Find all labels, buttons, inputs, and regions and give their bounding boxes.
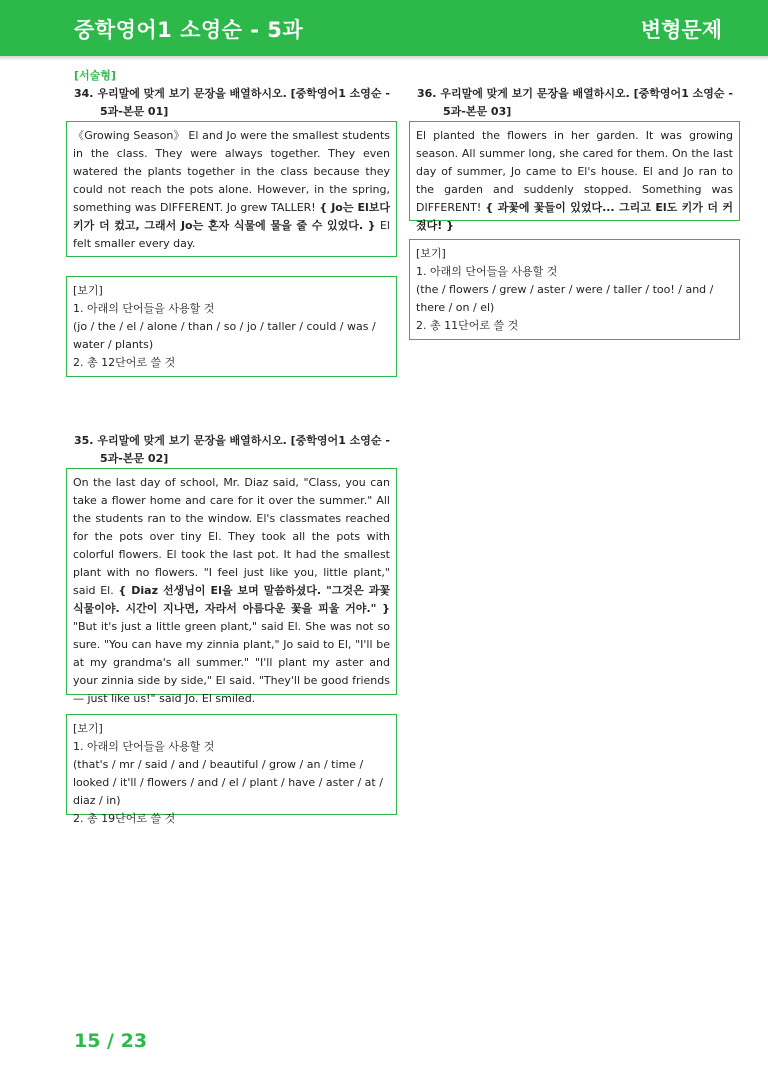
header-right-label: 변형문제 xyxy=(640,18,722,42)
hint-instruction: 1. 아래의 단어들을 사용할 것 xyxy=(416,265,558,278)
question-35-title xyxy=(74,432,396,468)
question-title-line: 34. 우리말에 맞게 보기 문장을 배열하시오. [중학영어1 소영순 - xyxy=(74,87,390,100)
question-36-passage xyxy=(409,121,740,232)
question-title-line: 35. 우리말에 맞게 보기 문장을 배열하시오. [중학영어1 소영순 - xyxy=(74,434,390,447)
question-34-hint-box xyxy=(66,276,397,377)
hint-word-count: 2. 총 19단어로 쓸 것 xyxy=(73,812,176,825)
header-shadow xyxy=(0,56,768,61)
hint-instruction: 1. 아래의 단어들을 사용할 것 xyxy=(73,302,215,315)
section-tag: [서술형] xyxy=(74,69,116,82)
header-title: 중학영어1 소영순 - 5과 xyxy=(74,18,304,42)
hint-instruction: 1. 아래의 단어들을 사용할 것 xyxy=(73,740,215,753)
passage-text: 《Growing Season》 El and Jo were the smallest students in the class. They were always together. They even watered the plants together in the class because they could not reach the pots alone. However, in the spring, something was DIFFERENT. Jo grew TALLER! xyxy=(73,129,390,214)
page-number: 15 / 23 xyxy=(74,1030,148,1052)
question-36-hint-box xyxy=(409,239,740,340)
hint-words: (jo / the / el / alone / than / so / jo / taller / could / was / water / plants) xyxy=(73,320,376,351)
question-title-line: 36. 우리말에 맞게 보기 문장을 배열하시오. [중학영어1 소영순 - xyxy=(417,87,733,100)
passage-text-end: "But it's just a little green plant," said El. She was not so sure. "You can have my zinnia plant," Jo said to El, "I'll be at my grandma's all summer." "I'll plant my aster and your zinnia side by side," El said. "They'll be good friends — just like us!" said Jo. El smiled. xyxy=(73,620,390,705)
question-34-title xyxy=(74,85,396,121)
question-35-passage xyxy=(66,468,397,705)
passage-text-end: El felt smaller every day. xyxy=(73,219,390,250)
passage-korean-prompt: { Diaz 선생님이 El을 보며 말씀하셨다. "그것은 과꽃 식물이야. 시간이 지나면, 자라서 아름다운 꽃을 피울 거야." } xyxy=(73,584,390,615)
hint-word-count: 2. 총 12단어로 쓸 것 xyxy=(73,356,176,369)
question-35-hint-box xyxy=(66,714,397,825)
hint-word-count: 2. 총 11단어로 쓸 것 xyxy=(416,319,519,332)
hint-title: [보기] xyxy=(416,247,446,260)
passage-text: On the last day of school, Mr. Diaz said, "Class, you can take a flower home and care for it over the summer." All the students ran to the window. El's classmates reached for the pots over tiny El. They took all the pots with colorful flowers. El took the last pot. It had the smallest plant with no flowers. "I feel just like you, little plant," said El. xyxy=(73,476,390,597)
page-header xyxy=(0,0,768,56)
question-title-sub: 5과-본문 03] xyxy=(443,105,512,118)
passage-korean-prompt: { 과꽃에 꽃들이 있었다... 그리고 El도 키가 더 커졌다! } xyxy=(416,201,733,232)
passage-korean-prompt: { Jo는 El보다 키가 더 컸고, 그래서 Jo는 혼자 식물에 물을 줄 수 있었다. } xyxy=(73,201,391,232)
question-36-title xyxy=(417,85,739,121)
question-34-passage xyxy=(66,121,397,257)
question-title-sub: 5과-본문 02] xyxy=(100,452,169,465)
hint-title: [보기] xyxy=(73,722,103,735)
hint-title: [보기] xyxy=(73,284,103,297)
hint-words: (the / flowers / grew / aster / were / taller / too! / and / there / on / el) xyxy=(416,283,714,314)
question-title-sub: 5과-본문 01] xyxy=(100,105,169,118)
hint-words: (that's / mr / said / and / beautiful / grow / an / time / looked / it'll / flowers / and / el / plant / have / aster / at / diaz / in) xyxy=(73,758,383,807)
passage-text: El planted the flowers in her garden. It was growing season. All summer long, she cared for them. On the last day of summer, Jo came to El's house. El and Jo ran to the garden and suddenly stopped. Something was DIFFERENT! xyxy=(416,129,733,214)
